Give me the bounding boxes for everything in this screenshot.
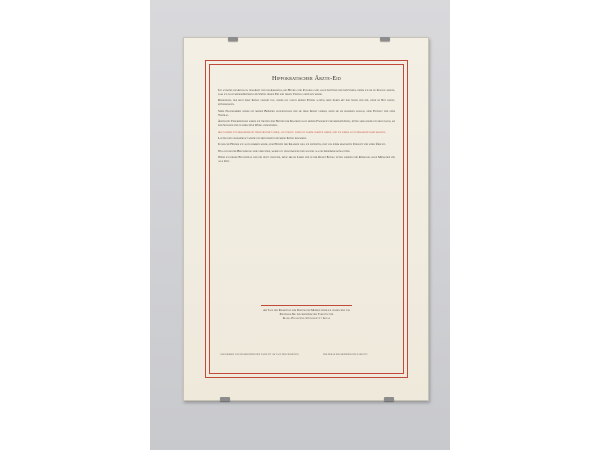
- oath-paragraph: Wenn ich diesen Eid erfülle und ihn nicht verletze, möge mir im Leben und in der Kunst Erfolg zuteil werden und Ruhm bei allen Menschen für alle Zeit.: [218, 154, 395, 163]
- oath-paragraph: Lauter und gewissenhaft werde ich mein Leben und meine Kunst bewahren.: [218, 135, 307, 140]
- oath-paragraph: In welche Häuser ich auch kommen werde, zum Nutzen der Kranken will ich eintreten, frei von jedem bewussten Unrecht und jeder Übeltat.: [218, 142, 386, 147]
- oath-paragraph: Was ich bei der Behandlung sehe oder höre, werde ich verschweigen und solches als ein Geheimnis betrachten.: [218, 148, 351, 153]
- oath-paragraph: Ich schwöre bei Apollon, dem Arzt und bei Asklepios, bei Hygieia und Panakeia und allen Göttern und Göttinnen, indem ich sie zu Zeugen anrufe, dass ich nach meinem Können und Urteil diesen Eid und diesen Vertrag erfüllen werde.: [218, 88, 395, 97]
- oath-plaque: [183, 37, 429, 401]
- wall-clip-bottom-right: [384, 397, 394, 401]
- promotion-footer: [206, 309, 407, 321]
- plaque-title: Hippokratischer Ärzte-Eid: [272, 75, 341, 82]
- wall-clip-top-right: [380, 37, 390, 41]
- oath-paragraph: Auch werde ich niemandem ein tödliches Gift geben, auch nicht, wenn ich darum gebeten werde, und ich werde auch niemanden dabei beraten.: [218, 129, 386, 134]
- wall-clip-bottom-left: [220, 397, 230, 401]
- red-border-frame: [205, 60, 408, 378]
- footer-line: Professor Dr. der medizinischen Fakultät der: [279, 312, 334, 316]
- signature-note-left: Geschrieben von der Medizinischen Fakultät am Tage der Promotion: [220, 353, 299, 356]
- oath-paragraph: Denjenigen, der mich diese Kunst gelehrt hat, werde ich gleich meinen Eltern achten, mein Leben mit ihm teilen und ihn, wenn er Not leidet, mitversorgen.: [218, 98, 395, 107]
- divider-line: [261, 305, 352, 306]
- oath-paragraph: Ärztliche Verordnungen werde ich treffen zum Nutzen der Kranken nach meiner Fähigkeit und meinem Urteil, hüten aber werde ich mich davor, sie zum Schaden und in unrechter Weise anzuwenden.: [218, 119, 395, 128]
- footer-line: Am Tage der Promotion zum Doktor der Medizin feierlich gesprochen vor: [263, 309, 350, 312]
- oath-text: [218, 88, 395, 165]
- university-name: Karl-Franzens-Universität Graz: [282, 315, 331, 320]
- wall-clip-top-left: [228, 37, 238, 41]
- oath-paragraph: Seine Nachkommen werde ich meinen Brüdern gleichstellen und sie diese Kunst lehren, wenn sie sie erlernen wollen, ohne Entgelt und ohne Vertrag.: [218, 108, 395, 117]
- signature-note-right: Der Dekan der Medizinischen Fakultät: [323, 353, 368, 356]
